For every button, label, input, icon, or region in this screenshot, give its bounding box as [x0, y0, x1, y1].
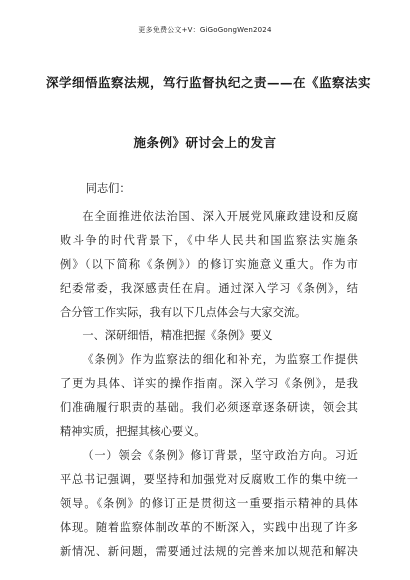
paragraph-line: 《条例》作为监察法的细化和补充，为监察工作提供 — [82, 353, 358, 367]
salutation: 同志们： — [85, 182, 131, 195]
paragraph-section-1 — [60, 348, 358, 444]
header-note: 更多免费公文+V：GiGoGongWen2024 — [138, 26, 272, 34]
document-title-line-1: 深学细悟监察法规，笃行监督执纪之责——在《监察法实 — [46, 75, 372, 90]
paragraph-line: 败斗争的时代背景下，《中华人民共和国监察法实施条 — [60, 233, 358, 247]
section-heading — [60, 324, 358, 348]
paragraph-line: 例》（以下简称《条例》）的修订实施意义重大。作为市 — [60, 257, 358, 271]
document-title-line-2: 施条例》研讨会上的发言 — [133, 135, 277, 150]
paragraph-line: 们准确履行职责的基础。我们必须逐章逐条研读，领会其 — [60, 401, 358, 415]
paragraph-intro — [60, 205, 358, 325]
paragraph-line: （一）领会《条例》修订背景，坚守政治方向。习近 — [82, 448, 358, 462]
paragraph-line: 体现。随着监察体制改革的不断深入，实践中出现了许多 — [60, 520, 358, 534]
paragraph-line: 新情况、新问题，需要通过法规的完善来加以规范和解决 — [60, 544, 358, 558]
paragraph-line: 在全面推进依法治国、深入开展党风廉政建设和反腐 — [82, 209, 358, 223]
paragraph-line: 合分管工作实际，我有以下几点体会与大家交流。 — [60, 305, 307, 319]
document-body — [60, 177, 358, 564]
paragraph-line: 精神实质，把握其核心要义。 — [60, 425, 206, 439]
paragraph-line: 领导。《条例》的修订正是贯彻这一重要指示精神的具体 — [60, 496, 358, 510]
paragraph-subsection-1 — [60, 444, 358, 564]
paragraph-line: 平总书记强调，要坚持和加强党对反腐败工作的集中统一 — [60, 472, 358, 486]
paragraph-line: 了更为具体、详实的操作指南。深入学习《条例》，是我 — [60, 377, 358, 391]
paragraph-line: 纪委常委，我深感责任在肩。通过深入学习《条例》，结 — [60, 281, 358, 295]
section-heading-text: 一、深研细悟，精准把握《条例》要义 — [82, 329, 273, 343]
